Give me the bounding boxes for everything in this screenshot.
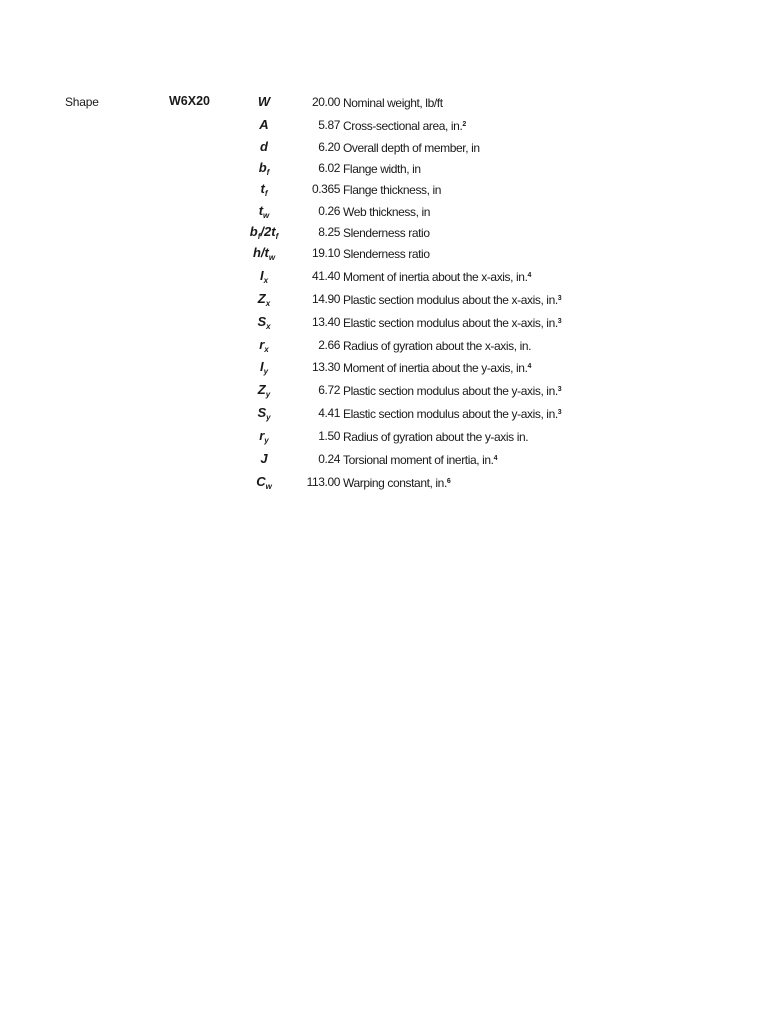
- property-symbol: d: [260, 139, 268, 154]
- property-row: [0, 224, 768, 244]
- property-value: 41.40: [311, 269, 340, 283]
- property-symbol: $t_f$: [260, 181, 268, 198]
- property-description: Elastic section modulus about the y-axis, in.$^3$: [343, 407, 562, 421]
- property-row: [0, 337, 768, 357]
- property-value: 6.20: [318, 140, 340, 154]
- property-symbol: $Z_x$: [257, 291, 271, 308]
- property-symbol: $h/t_w$: [252, 245, 276, 262]
- property-value: 0.24: [318, 452, 340, 466]
- property-row: [0, 203, 768, 223]
- property-row: [0, 428, 768, 448]
- property-row: [0, 139, 768, 159]
- property-description: Nominal weight, lb/ft: [343, 96, 443, 110]
- property-symbol: $r_y$: [259, 428, 269, 445]
- property-description: Slenderness ratio: [343, 247, 430, 261]
- property-symbol: $I_x$: [259, 268, 269, 285]
- property-description: Overall depth of member, in: [343, 141, 480, 155]
- property-row: [0, 117, 768, 137]
- property-row: [0, 160, 768, 180]
- property-row: [0, 94, 768, 114]
- property-value: 6.72: [318, 383, 340, 397]
- property-value: 14.90: [311, 292, 340, 306]
- property-description: Radius of gyration about the y-axis in.: [343, 430, 529, 444]
- property-description: Plastic section modulus about the x-axis, in.$^3$: [343, 293, 562, 307]
- property-row: [0, 291, 768, 311]
- property-symbol: $S_y$: [257, 405, 271, 422]
- property-symbol: W: [257, 94, 271, 109]
- property-row: [0, 181, 768, 201]
- property-value: 0.365: [311, 182, 340, 196]
- property-value: 13.30: [311, 360, 340, 374]
- property-symbol: $b_f$: [258, 160, 270, 177]
- shape-name: W6X20: [169, 94, 210, 108]
- property-value: 19.10: [311, 246, 340, 260]
- property-row: [0, 268, 768, 288]
- property-description: Slenderness ratio: [343, 226, 430, 240]
- property-row: [0, 245, 768, 265]
- property-row: [0, 405, 768, 425]
- property-description: Web thickness, in: [343, 205, 431, 219]
- property-description: Plastic section modulus about the y-axis, in.$^3$: [343, 384, 562, 398]
- property-description: Radius of gyration about the x-axis, in.: [343, 339, 532, 353]
- property-description: Warping constant, in.$^6$: [343, 476, 451, 490]
- property-description: Cross-sectional area, in.$^2$: [343, 119, 466, 133]
- property-row: [0, 451, 768, 471]
- property-row: [0, 474, 768, 494]
- property-symbol: $b_f/2t_f$: [249, 224, 279, 241]
- property-symbol: $C_w$: [256, 474, 272, 491]
- property-description: Flange width, in: [343, 162, 421, 176]
- property-description: Flange thickness, in: [343, 183, 442, 197]
- property-description: Moment of inertia about the y-axis, in.$^4$: [343, 361, 531, 375]
- property-symbol: A: [259, 117, 269, 132]
- property-symbol: $Z_y$: [257, 382, 271, 399]
- property-value: 113.00: [306, 475, 340, 489]
- property-description: Elastic section modulus about the x-axis, in.$^3$: [343, 316, 562, 330]
- property-value: 8.25: [318, 225, 340, 239]
- property-symbol: $r_x$: [259, 337, 269, 354]
- property-value: 20.00: [311, 95, 340, 109]
- property-symbol: $I_y$: [259, 359, 269, 376]
- property-symbol: $t_w$: [258, 203, 270, 220]
- property-row: [0, 359, 768, 379]
- property-symbol: $S_x$: [257, 314, 271, 331]
- shape-label: Shape: [65, 95, 99, 109]
- property-row: [0, 314, 768, 334]
- property-description: Torsional moment of inertia, in.$^4$: [343, 453, 498, 467]
- property-value: 4.41: [318, 406, 340, 420]
- property-value: 5.87: [318, 118, 340, 132]
- property-row: [0, 382, 768, 402]
- property-value: 1.50: [318, 429, 340, 443]
- property-value: 13.40: [311, 315, 340, 329]
- property-value: 6.02: [318, 161, 340, 175]
- property-symbol: J: [260, 451, 268, 466]
- property-value: 0.26: [318, 204, 340, 218]
- property-description: Moment of inertia about the x-axis, in.$^4$: [343, 270, 531, 284]
- property-value: 2.66: [318, 338, 340, 352]
